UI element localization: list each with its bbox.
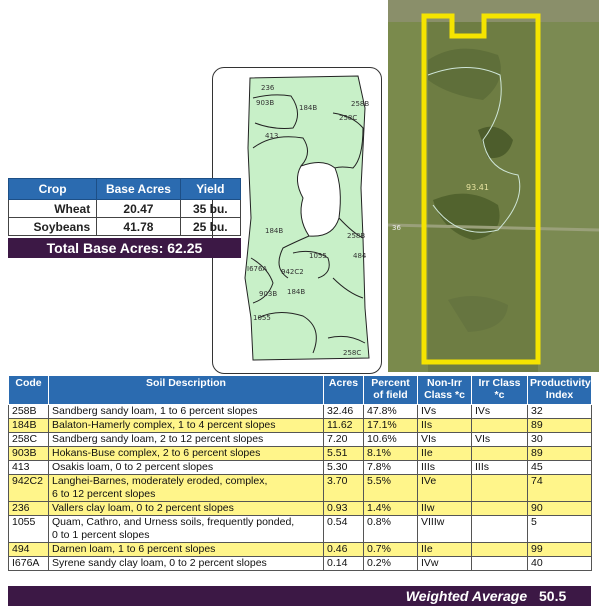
acres-cell: 5.30 (324, 461, 364, 475)
map-label: 236 (261, 84, 275, 92)
productivity-cell: 32 (528, 405, 592, 419)
nonirr-cell: IIe (418, 447, 472, 461)
code-cell: 494 (9, 543, 49, 557)
aerial-photo (388, 0, 599, 372)
acres-cell: 11.62 (324, 419, 364, 433)
percent-cell: 5.5% (364, 475, 418, 502)
productivity-cell: 89 (528, 447, 592, 461)
irr-cell (472, 475, 528, 502)
map-label: I676A (247, 265, 268, 273)
map-label: 258C (343, 349, 362, 357)
irr-cell (472, 557, 528, 571)
nonirr-cell: IIs (418, 419, 472, 433)
table-row (9, 461, 592, 475)
productivity-cell: 40 (528, 557, 592, 571)
map-label: 1055 (253, 314, 271, 322)
map-label: 484 (353, 252, 367, 260)
code-header: Code (9, 376, 49, 405)
description-line: Vallers clay loam, 0 to 2 percent slopes (52, 502, 234, 514)
description-line: Osakis loam, 0 to 2 percent slopes (52, 461, 214, 473)
code-cell: 942C2 (9, 475, 49, 502)
description-header: Soil Description (49, 376, 324, 405)
map-label: 413 (265, 132, 279, 140)
crop-header: Crop (9, 179, 97, 200)
weighted-average-bar (8, 586, 591, 606)
productivity-cell: 45 (528, 461, 592, 475)
yield-cell: 25 bu. (180, 218, 240, 236)
total-base-acres: Total Base Acres: 62.25 (8, 238, 241, 258)
acres-cell: 0.46 (324, 543, 364, 557)
code-cell: 184B (9, 419, 49, 433)
map-label: 942C2 (281, 268, 304, 276)
description-cell (49, 543, 324, 557)
description-cell (49, 433, 324, 447)
percent-cell: 0.8% (364, 516, 418, 543)
table-row (9, 502, 592, 516)
irr-cell (472, 502, 528, 516)
table-row (9, 218, 241, 236)
description-line: Balaton-Hamerly complex, 1 to 4 percent slopes (52, 419, 276, 431)
weighted-average-label: Weighted Average (405, 588, 528, 604)
description-cell (49, 461, 324, 475)
table-row (9, 200, 241, 218)
yield-cell: 35 bu. (180, 200, 240, 218)
nonirr-cell: IVe (418, 475, 472, 502)
map-label: 184B (299, 104, 318, 112)
irr-cell (472, 447, 528, 461)
code-cell: 258B (9, 405, 49, 419)
description-line: Syrene sandy clay loam, 0 to 2 percent slopes (52, 557, 267, 569)
weighted-average-value: 50.5 (539, 588, 567, 604)
crop-cell: Wheat (9, 200, 97, 218)
map-label: 903B (256, 99, 275, 107)
nonirr-cell: VIIIw (418, 516, 472, 543)
percent-cell: 0.2% (364, 557, 418, 571)
map-label: 184B (287, 288, 306, 296)
table-row (9, 433, 592, 447)
percent-cell: 0.7% (364, 543, 418, 557)
description-line: Darnen loam, 1 to 6 percent slopes (52, 543, 216, 555)
crop-cell: Soybeans (9, 218, 97, 236)
acres-cell: 20.47 (97, 200, 180, 218)
acres-cell: 3.70 (324, 475, 364, 502)
table-row (9, 405, 592, 419)
description-cell (49, 447, 324, 461)
productivity-header: Productivity Index (528, 376, 592, 405)
aerial-drawing (388, 0, 599, 372)
productivity-cell: 90 (528, 502, 592, 516)
code-cell: 903B (9, 447, 49, 461)
irr-cell: VIs (472, 433, 528, 447)
field-label: 93.41 (466, 183, 489, 192)
description-cell (49, 557, 324, 571)
acres-cell: 41.78 (97, 218, 180, 236)
irr-cell (472, 419, 528, 433)
acres-header: Acres (324, 376, 364, 405)
map-label: 258C (339, 114, 358, 122)
code-cell: I676A (9, 557, 49, 571)
code-cell: 413 (9, 461, 49, 475)
nonirr-cell: VIs (418, 433, 472, 447)
description-cell (49, 405, 324, 419)
table-row (9, 447, 592, 461)
nonirr-header: Non-Irr Class *c (418, 376, 472, 405)
percent-cell: 17.1% (364, 419, 418, 433)
irr-cell (472, 516, 528, 543)
nonirr-cell: IIe (418, 543, 472, 557)
description-cell (49, 516, 324, 543)
table-row (9, 516, 592, 543)
percent-cell: 8.1% (364, 447, 418, 461)
acres-cell: 0.93 (324, 502, 364, 516)
acres-cell: 0.14 (324, 557, 364, 571)
productivity-cell: 99 (528, 543, 592, 557)
productivity-cell: 30 (528, 433, 592, 447)
map-label: 258B (351, 100, 370, 108)
percent-cell: 7.8% (364, 461, 418, 475)
map-label: 184B (265, 227, 284, 235)
description-line: Quam, Cathro, and Urness soils, frequently ponded, (52, 516, 295, 528)
description-cell (49, 475, 324, 502)
irr-cell: IIIs (472, 461, 528, 475)
description-line: Sandberg sandy loam, 2 to 12 percent slopes (52, 433, 264, 445)
productivity-cell: 5 (528, 516, 592, 543)
acres-cell: 5.51 (324, 447, 364, 461)
description-line-2: 6 to 12 percent slopes (52, 488, 156, 500)
code-cell: 258C (9, 433, 49, 447)
acres-cell: 7.20 (324, 433, 364, 447)
irr-cell: IVs (472, 405, 528, 419)
code-cell: 236 (9, 502, 49, 516)
percent-cell: 47.8% (364, 405, 418, 419)
code-cell: 1055 (9, 516, 49, 543)
nonirr-cell: IIw (418, 502, 472, 516)
crop-table (8, 178, 241, 236)
base-acres-header: Base Acres (97, 179, 180, 200)
irr-header: Irr Class *c (472, 376, 528, 405)
nonirr-cell: IIIs (418, 461, 472, 475)
productivity-cell: 89 (528, 419, 592, 433)
table-row (9, 543, 592, 557)
table-row (9, 557, 592, 571)
description-line: Sandberg sandy loam, 1 to 6 percent slopes (52, 405, 258, 417)
soil-table (8, 375, 592, 571)
percent-header: Percent of field (364, 376, 418, 405)
description-line-2: 0 to 1 percent slopes (52, 529, 150, 541)
map-label: 903B (259, 290, 278, 298)
road-label: 36 (392, 224, 401, 232)
map-label: 1055 (309, 252, 327, 260)
irr-cell (472, 543, 528, 557)
description-cell (49, 502, 324, 516)
percent-cell: 10.6% (364, 433, 418, 447)
acres-cell: 0.54 (324, 516, 364, 543)
nonirr-cell: IVw (418, 557, 472, 571)
productivity-cell: 74 (528, 475, 592, 502)
acres-cell: 32.46 (324, 405, 364, 419)
description-line: Langhei-Barnes, moderately eroded, complex, (52, 475, 268, 487)
svg-text:236 (261, 84, 275, 92)
nonirr-cell: IVs (418, 405, 472, 419)
description-cell (49, 419, 324, 433)
map-label: 258B (347, 232, 366, 240)
description-line: Hokans-Buse complex, 2 to 6 percent slopes (52, 447, 261, 459)
percent-cell: 1.4% (364, 502, 418, 516)
table-row (9, 475, 592, 502)
table-row (9, 419, 592, 433)
yield-header: Yield (180, 179, 240, 200)
